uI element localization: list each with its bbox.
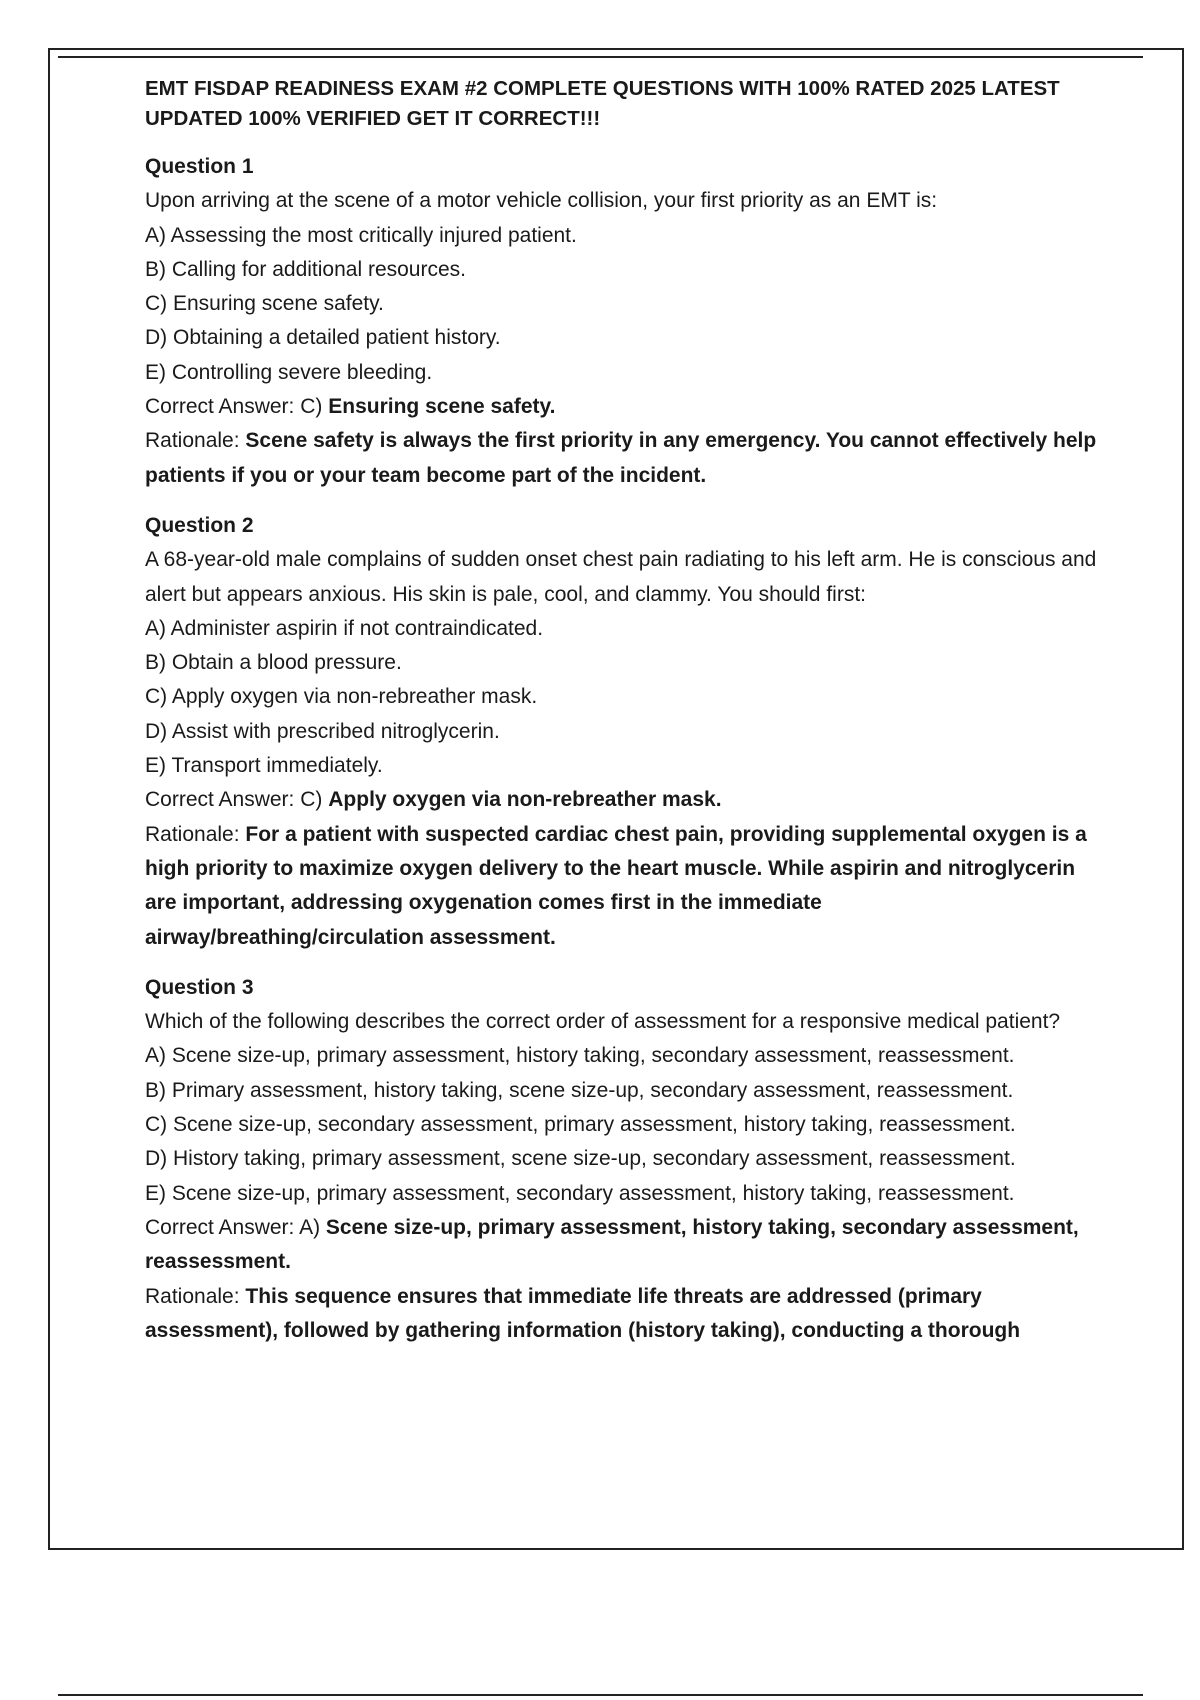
option-b: B) Obtain a blood pressure. [145,651,402,675]
rationale-text: This sequence ensures that immediate life threats are addressed (primary assessment), followed by gathering information (history taking), conducting a thorough [145,1284,1021,1342]
question-2 [145,509,1105,955]
rationale [145,424,1105,493]
option-a: A) Scene size-up, primary assessment, history taking, secondary assessment, reassessment. [145,1044,1015,1068]
question-heading: Question 3 [145,975,254,999]
option-e: E) Controlling severe bleeding. [145,360,433,384]
question-stem: Upon arriving at the scene of a motor vehicle collision, your first priority as an EMT is: [145,189,938,213]
question-stem: Which of the following describes the correct order of assessment for a responsive medical patient? [145,1010,1061,1034]
option-c: C) Ensuring scene safety. [145,292,384,316]
correct-answer [145,783,1105,817]
option-e: E) Scene size-up, primary assessment, secondary assessment, history taking, reassessment. [145,1181,1015,1205]
rationale-text: Scene safety is always the first priority in any emergency. You cannot effectively help patients if you or your team become part of the incident. [145,429,1097,487]
option-d: D) History taking, primary assessment, scene size-up, secondary assessment, reassessment. [145,1147,1016,1171]
top-rule [58,56,1143,58]
option-d: D) Obtaining a detailed patient history. [145,326,501,350]
option-e: E) Transport immediately. [145,754,383,778]
question-heading: Question 2 [145,513,254,537]
question-3 [145,971,1105,1348]
option-a: A) Administer aspirin if not contraindicated. [145,616,544,640]
rationale [145,818,1105,955]
question-heading: Question 1 [145,155,254,178]
option-c: C) Apply oxygen via non-rebreather mask. [145,685,538,709]
answer-text: Ensuring scene safety. [328,395,556,419]
answer-prefix: Correct Answer: [145,395,295,419]
document-body [145,72,1105,1364]
rationale [145,1280,1105,1349]
option-b: B) Calling for additional resources. [145,257,466,281]
answer-letter: A) [299,1215,321,1239]
correct-answer [145,390,1105,424]
answer-letter: C) [300,395,323,419]
answer-text: Apply oxygen via non-rebreather mask. [328,788,722,812]
option-d: D) Assist with prescribed nitroglycerin. [145,719,500,743]
answer-prefix: Correct Answer: [145,788,295,812]
rationale-prefix: Rationale: [145,1284,240,1308]
rationale-prefix: Rationale: [145,822,240,846]
rationale-text: For a patient with suspected cardiac chest pain, providing supplemental oxygen is a high priority to maximize oxygen delivery to the heart muscle. While aspirin and nitroglycerin are important, addressing oxygenation comes first in the immediate airway/breathing/circulation assessment. [145,822,1087,949]
answer-text: Scene size-up, primary assessment, history taking, secondary assessment, reassessment. [145,1215,1079,1274]
correct-answer [145,1211,1105,1280]
option-b: B) Primary assessment, history taking, scene size-up, secondary assessment, reassessment. [145,1078,1014,1102]
answer-prefix: Correct Answer: [145,1215,295,1239]
bottom-rule [58,1694,1143,1696]
question-stem: A 68-year-old male complains of sudden onset chest pain radiating to his left arm. He is conscious and alert but appears anxious. His skin is pale, cool, and clammy. You should first: [145,548,1097,606]
option-a: A) Assessing the most critically injured patient. [145,223,577,247]
rationale-prefix: Rationale: [145,429,240,453]
question-1 [145,150,1105,493]
option-c: C) Scene size-up, secondary assessment, primary assessment, history taking, reassessment. [145,1113,1016,1137]
answer-letter: C) [300,788,323,812]
document-title: EMT FISDAP READINESS EXAM #2 COMPLETE QUESTIONS WITH 100% RATED 2025 LATEST UPDATED 100% VERIFIED GET IT CORRECT!!! [145,77,1060,130]
